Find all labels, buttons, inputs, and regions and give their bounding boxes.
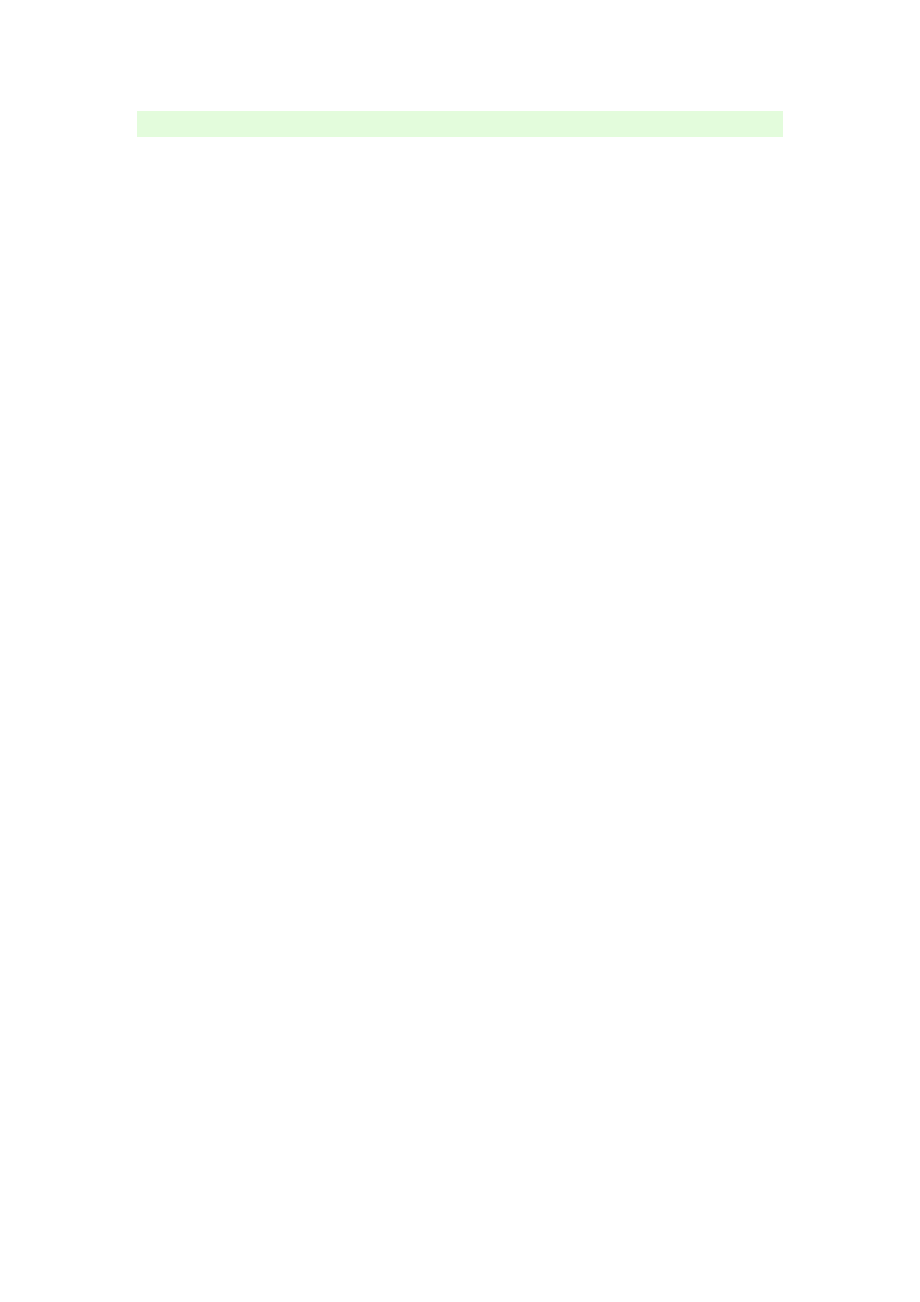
quiz-page <box>137 111 783 137</box>
top-answer-analysis <box>137 111 783 137</box>
